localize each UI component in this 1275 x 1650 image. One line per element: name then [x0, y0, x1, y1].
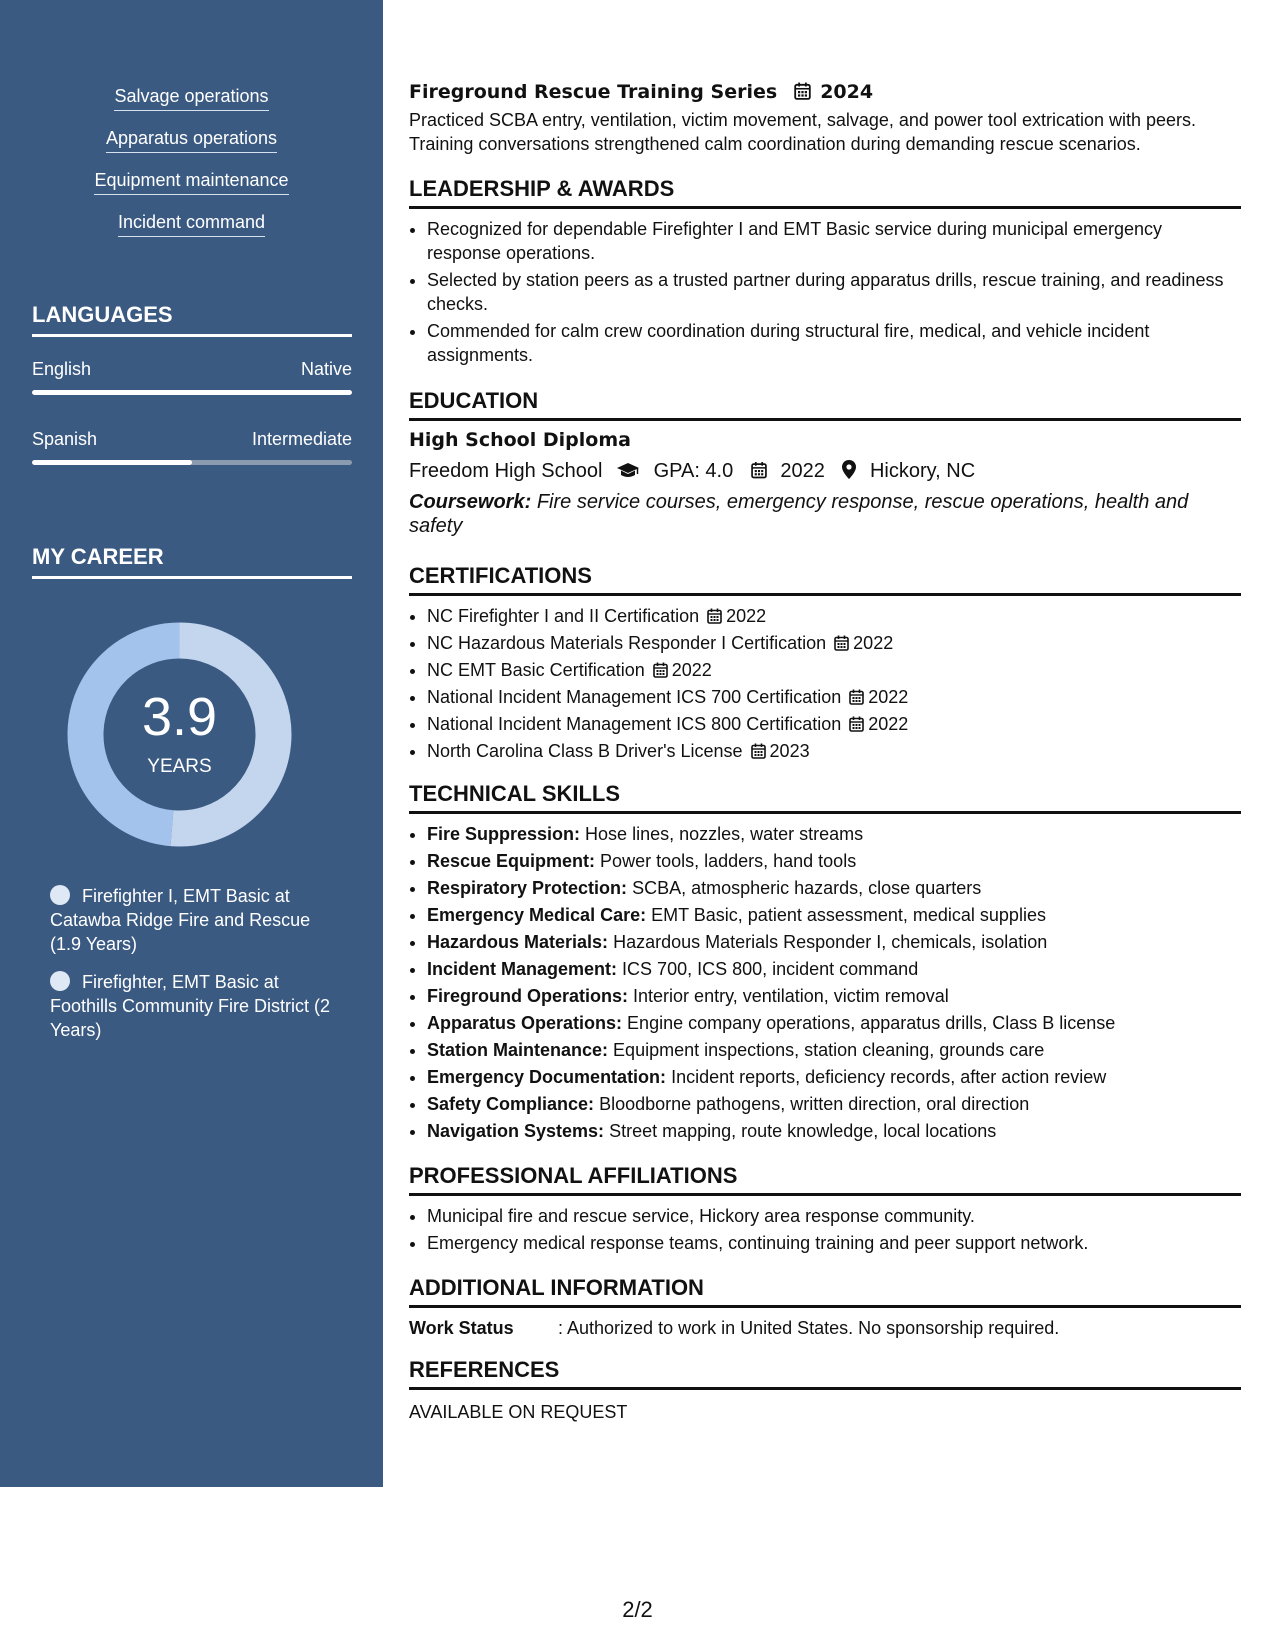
- skill-label: Emergency Documentation:: [427, 1067, 667, 1087]
- skill-label: Incident Management:: [427, 959, 618, 979]
- career-legend-dot: [50, 971, 70, 991]
- work-status-label: Work Status: [409, 1318, 514, 1338]
- certification-name: National Incident Management ICS 700 Certification: [427, 687, 842, 707]
- list-item: [427, 876, 1241, 900]
- language-proficiency-bar: [32, 460, 352, 465]
- list-item: [427, 957, 1241, 981]
- skill-list: [0, 86, 383, 254]
- language-row: [32, 359, 352, 380]
- skill-label: Fireground Operations:: [427, 986, 629, 1006]
- list-item: [427, 849, 1241, 873]
- languages-heading: LANGUAGES: [32, 302, 352, 337]
- list-item: [427, 739, 1241, 763]
- location-pin-icon: [842, 460, 856, 479]
- training-title: Fireground Rescue Training Series: [409, 81, 778, 103]
- certifications-heading: CERTIFICATIONS: [409, 563, 1241, 596]
- affiliations-heading: PROFESSIONAL AFFILIATIONS: [409, 1163, 1241, 1196]
- list-item: [427, 1038, 1241, 1062]
- graduation-year: 2022: [780, 460, 825, 482]
- additional-info-heading: ADDITIONAL INFORMATION: [409, 1275, 1241, 1308]
- certification-year: 2022: [853, 633, 894, 653]
- certification-year: 2022: [671, 660, 712, 680]
- list-item: [427, 1119, 1241, 1143]
- skill-label: Rescue Equipment:: [427, 851, 596, 871]
- certification-year: 2022: [726, 606, 767, 626]
- list-item: [427, 1092, 1241, 1116]
- technical-skills-list: [409, 822, 1241, 1146]
- calendar-icon: [834, 635, 849, 651]
- leadership-heading: LEADERSHIP & AWARDS: [409, 176, 1241, 209]
- skill-text: Bloodborne pathogens, written direction, oral direction: [599, 1094, 1030, 1114]
- skill-link[interactable]: Salvage operations: [114, 86, 268, 111]
- skill-text: ICS 700, ICS 800, incident command: [622, 959, 919, 979]
- training-entry: [409, 80, 1241, 156]
- career-total-value: 3.9: [141, 687, 218, 747]
- calendar-icon: [707, 608, 722, 624]
- calendar-icon: [751, 461, 767, 479]
- certifications-list: [409, 604, 1241, 766]
- work-status-row: [409, 1316, 1241, 1340]
- coursework: [409, 490, 1241, 538]
- affiliations-list: [409, 1204, 1241, 1258]
- language-level: Native: [300, 359, 352, 379]
- skill-link[interactable]: Apparatus operations: [106, 128, 277, 153]
- certification-name: NC EMT Basic Certification: [427, 660, 645, 680]
- skill-text: Power tools, ladders, hand tools: [600, 851, 857, 871]
- leadership-list: [409, 217, 1241, 370]
- skill-label: Hazardous Materials:: [427, 932, 609, 952]
- skill-label: Station Maintenance:: [427, 1040, 609, 1060]
- graduation-cap-icon: [616, 462, 640, 479]
- list-item: • Selected by station peers as a trusted partner during apparatus drills, rescue training, and readiness checks.: [427, 268, 1241, 316]
- certification-name: National Incident Management ICS 800 Certification: [427, 714, 842, 734]
- education-entry: [409, 428, 1241, 538]
- list-item: [427, 1065, 1241, 1089]
- calendar-icon: [653, 662, 668, 678]
- list-item: [427, 631, 1241, 655]
- skill-label: Respiratory Protection:: [427, 878, 628, 898]
- list-item: [427, 712, 1241, 736]
- skill-text: Interior entry, ventilation, victim removal: [633, 986, 949, 1006]
- certification-year: 2022: [868, 687, 909, 707]
- language-proficiency-fill: [32, 390, 352, 395]
- work-status-value: : Authorized to work in United States. No sponsorship required.: [558, 1318, 1060, 1338]
- certification-name: North Carolina Class B Driver's License: [427, 741, 743, 761]
- language-name: Spanish: [32, 429, 98, 449]
- list-item: [427, 604, 1241, 628]
- skill-text: Hose lines, nozzles, water streams: [585, 824, 864, 844]
- language-level: Intermediate: [251, 429, 352, 449]
- calendar-icon: [751, 743, 766, 759]
- certification-name: NC Hazardous Materials Responder I Certification: [427, 633, 827, 653]
- skill-link[interactable]: Equipment maintenance: [94, 170, 288, 195]
- list-item: [427, 822, 1241, 846]
- career-item-text: Firefighter, EMT Basic at Foothills Community Fire District (2 Years): [50, 972, 331, 1040]
- references-text: AVAILABLE ON REQUEST: [409, 1402, 628, 1422]
- certification-year: 2023: [769, 741, 810, 761]
- language-proficiency-fill: [32, 460, 192, 465]
- skill-text: SCBA, atmospheric hazards, close quarters: [632, 878, 982, 898]
- skill-label: Fire Suppression:: [427, 824, 581, 844]
- list-item: • Commended for calm crew coordination during structural fire, medical, and vehicle incident assignments.: [427, 319, 1241, 367]
- certification-name: NC Firefighter I and II Certification: [427, 606, 700, 626]
- list-item: • Municipal fire and rescue service, Hickory area response community.: [427, 1204, 1241, 1228]
- calendar-icon: [849, 716, 864, 732]
- degree-title: High School Diploma: [409, 429, 631, 451]
- school-name: Freedom High School: [409, 460, 603, 482]
- career-heading: MY CAREER: [32, 544, 352, 579]
- list-item: [427, 685, 1241, 709]
- coursework-label: Coursework:: [409, 491, 532, 513]
- sidebar: [0, 0, 383, 1487]
- list-item: [427, 984, 1241, 1008]
- career-item-text: Firefighter I, EMT Basic at Catawba Ridge Fire and Rescue (1.9 Years): [50, 886, 311, 954]
- calendar-icon: [794, 82, 811, 100]
- skill-text: Street mapping, route knowledge, local locations: [609, 1121, 997, 1141]
- certification-year: 2022: [868, 714, 909, 734]
- skill-label: Apparatus Operations:: [427, 1013, 623, 1033]
- list-item: [427, 903, 1241, 927]
- coursework-text: Fire service courses, emergency response, rescue operations, health and safety: [409, 491, 1189, 537]
- career-item: [50, 884, 340, 956]
- skill-label: Navigation Systems:: [427, 1121, 605, 1141]
- language-proficiency-bar: [32, 390, 352, 395]
- list-item: [427, 658, 1241, 682]
- skill-text: Incident reports, deficiency records, after action review: [671, 1067, 1107, 1087]
- career-item: [50, 970, 340, 1042]
- language-name: English: [32, 359, 92, 379]
- calendar-icon: [849, 689, 864, 705]
- list-item: • Emergency medical response teams, continuing training and peer support network.: [427, 1231, 1241, 1255]
- career-total-unit: YEARS: [147, 756, 212, 777]
- skill-text: Engine company operations, apparatus drills, Class B license: [627, 1013, 1116, 1033]
- training-description: Practiced SCBA entry, ventilation, victim movement, salvage, and power tool extrication with peers. Training conversations strengthened calm coordination during demanding rescue scenarios.: [409, 110, 1197, 154]
- skill-text: EMT Basic, patient assessment, medical supplies: [651, 905, 1046, 925]
- career-legend-dot: [50, 885, 70, 905]
- education-meta: [409, 458, 1241, 484]
- gpa: GPA: 4.0: [653, 460, 734, 482]
- education-heading: EDUCATION: [409, 388, 1241, 421]
- page-number: 2/2: [622, 1597, 653, 1622]
- skill-text: Equipment inspections, station cleaning, grounds care: [613, 1040, 1045, 1060]
- skill-text: Hazardous Materials Responder I, chemicals, isolation: [613, 932, 1048, 952]
- technical-skills-heading: TECHNICAL SKILLS: [409, 781, 1241, 814]
- skill-link[interactable]: Incident command: [118, 212, 265, 237]
- list-item: • Recognized for dependable Firefighter I and EMT Basic service during municipal emergency response operations.: [427, 217, 1241, 265]
- list-item: [427, 930, 1241, 954]
- list-item: [427, 1011, 1241, 1035]
- training-year: 2024: [820, 81, 874, 103]
- skill-label: Safety Compliance:: [427, 1094, 595, 1114]
- language-row: [32, 429, 352, 450]
- references-heading: REFERENCES: [409, 1357, 1241, 1390]
- skill-label: Emergency Medical Care:: [427, 905, 647, 925]
- education-location: Hickory, NC: [869, 460, 976, 482]
